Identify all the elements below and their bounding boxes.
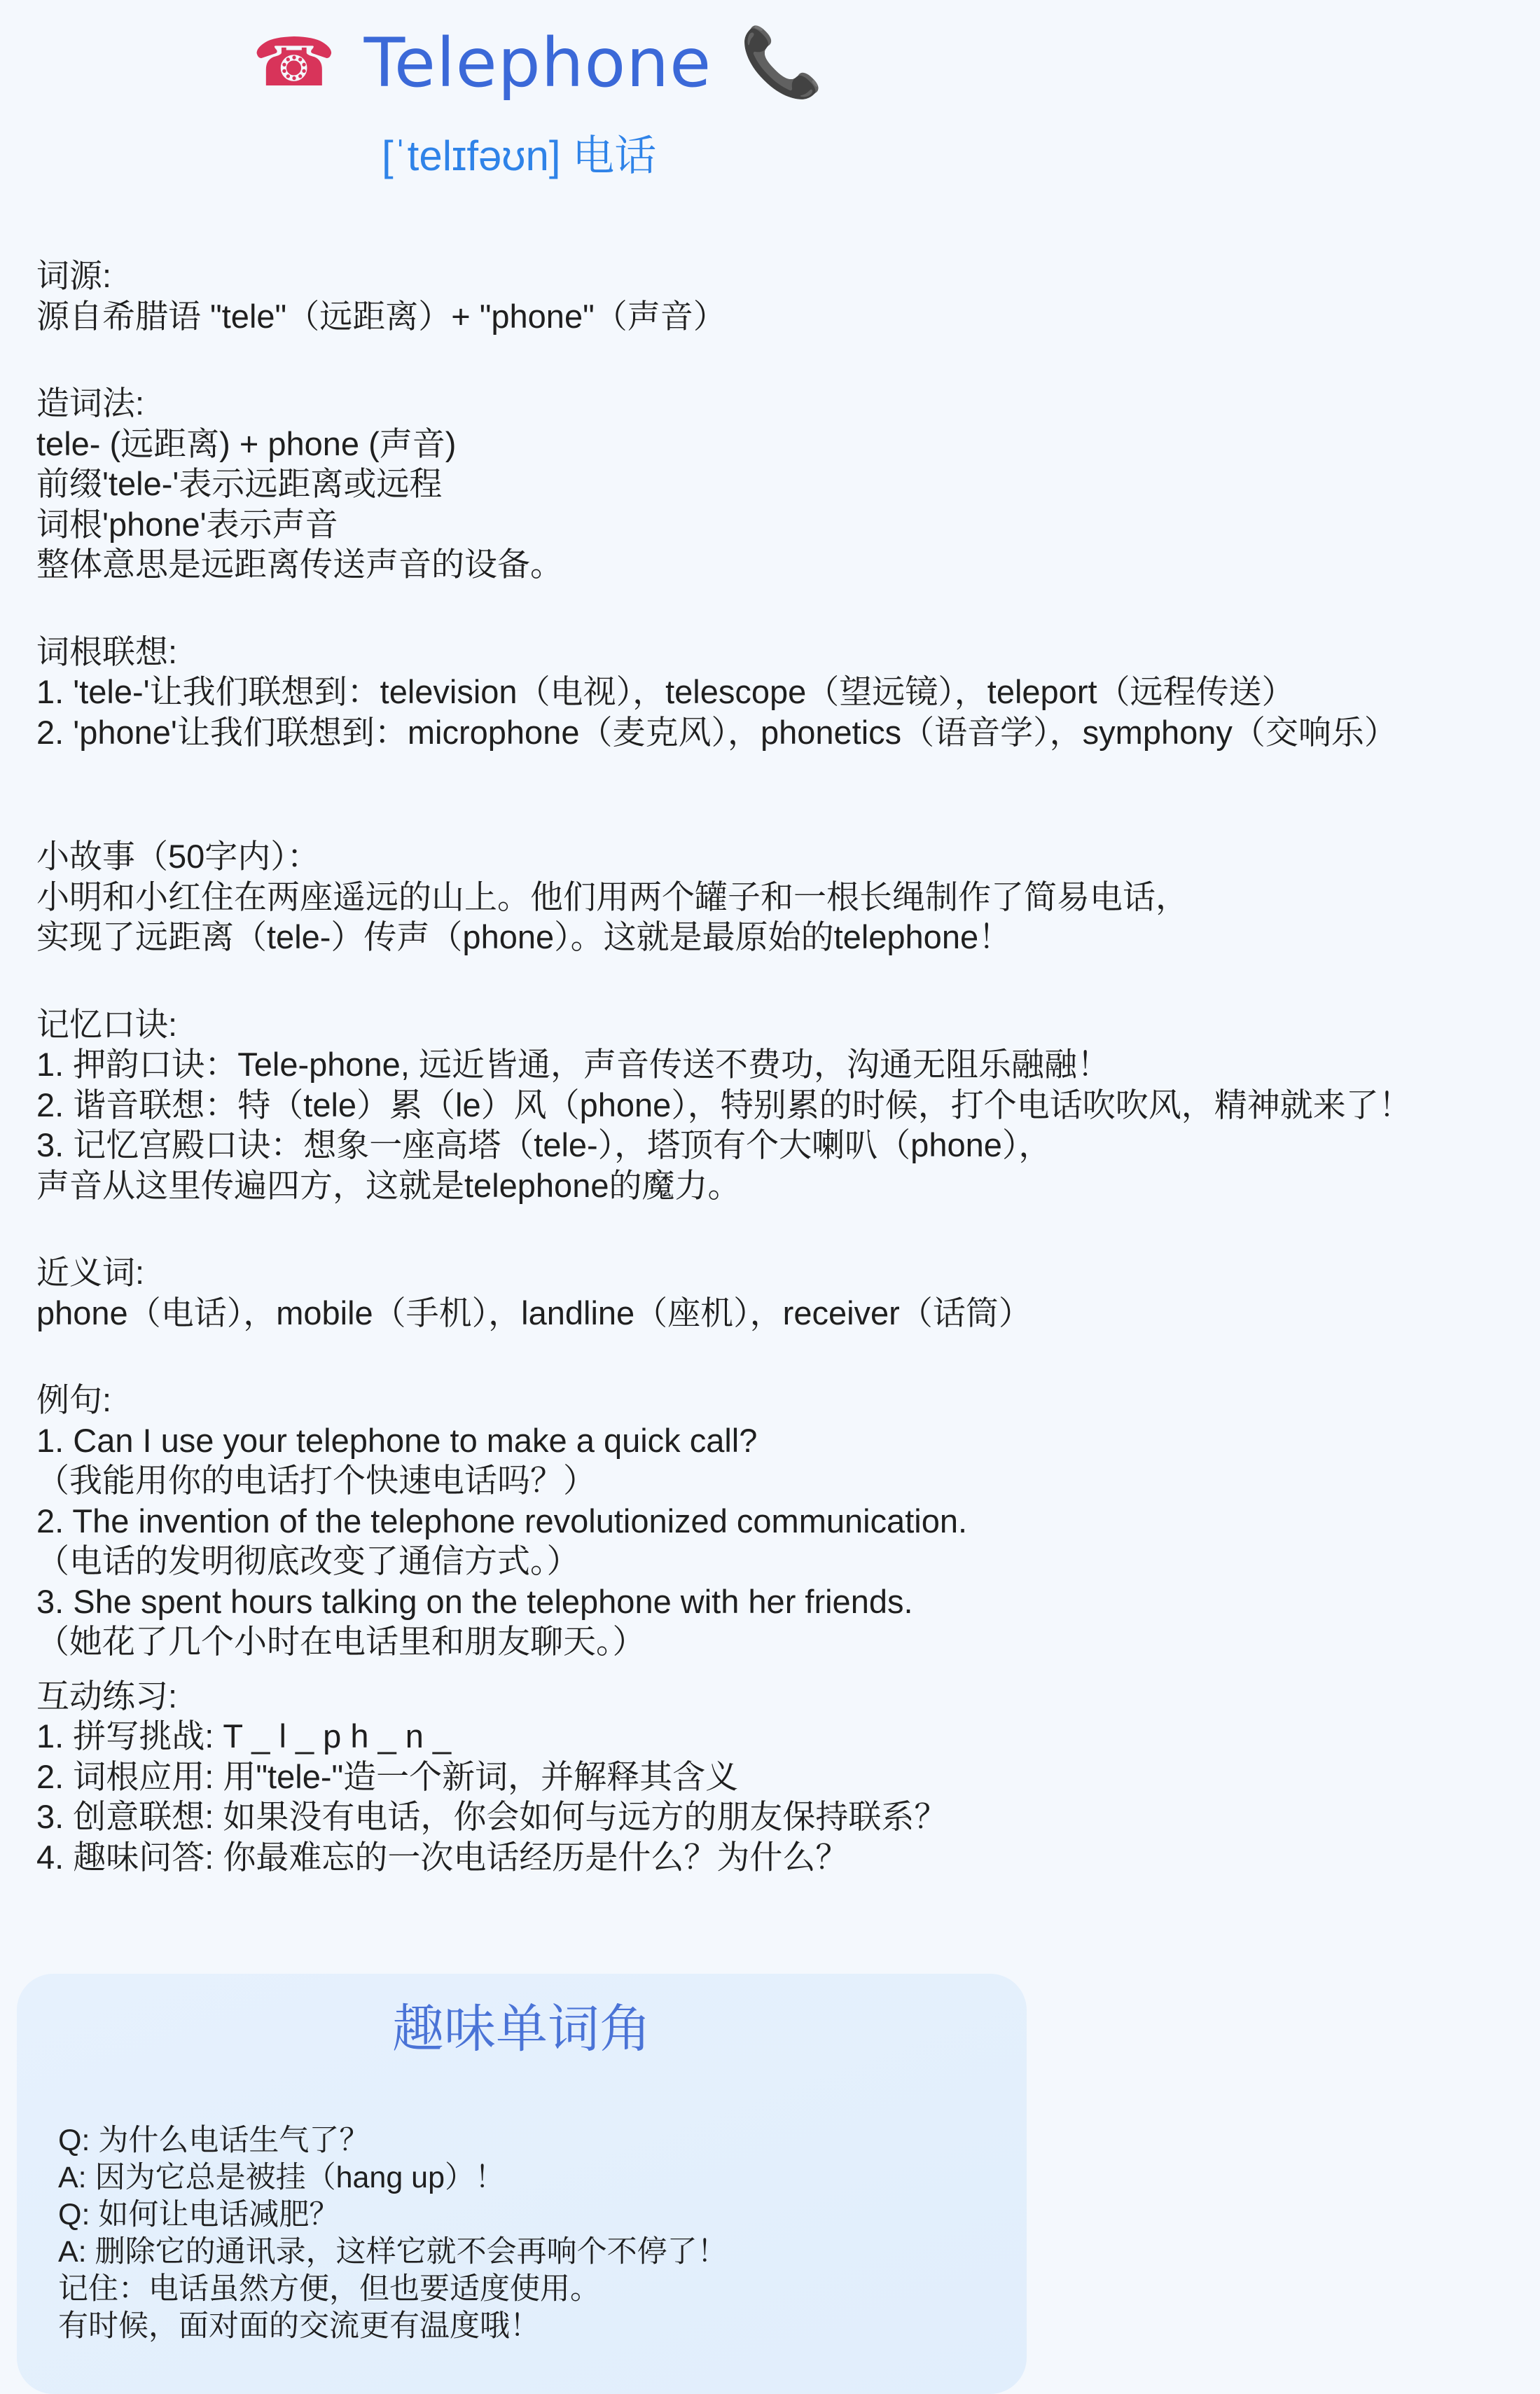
phonetic-and-meaning: [ˈtelɪfəʊn] 电话	[382, 132, 657, 179]
header	[0, 0, 1043, 189]
practice-item: 3. 创意联想: 如果没有电话，你会如何与远方的朋友保持联系？	[36, 1798, 948, 1835]
synonyms-heading: 近义词:	[36, 1254, 145, 1291]
mnemonic-line: 声音从这里传遍四方，这就是telephone的魔力。	[36, 1166, 741, 1204]
word-title: Telephone	[363, 24, 712, 102]
example-translation: （我能用你的电话打个快速电话吗？）	[36, 1462, 596, 1499]
synonyms-section	[36, 1252, 1507, 1333]
synonyms-line: phone（电话），mobile（手机），landline（座机），receiver（话筒）	[36, 1294, 1032, 1331]
etymology-line: 源自希腊语 "tele"（远距离）+ "phone"（声音）	[36, 297, 726, 335]
word-formation-line: 整体意思是远距离传送声音的设备。	[36, 546, 563, 583]
example-sentence: 3. She spent hours talking on the telephone with her friends.	[36, 1582, 913, 1620]
mnemonic-line: 3. 记忆宫殿口诀：想象一座高塔（tele-），塔顶有个大喇叭（phone），	[36, 1126, 1052, 1163]
fun-corner-line: Q: 如何让电话减肥？	[58, 2198, 340, 2232]
phone-receiver-icon: 📞	[740, 25, 824, 100]
fun-corner-line: 记住：电话虽然方便，但也要适度使用。	[58, 2272, 600, 2306]
mnemonic-line: 1. 押韵口诀：Tele-phone, 远近皆通，声音传送不费功，沟通无阻乐融融！	[36, 1046, 1110, 1083]
story-heading: 小故事（50字内）：	[36, 838, 320, 875]
story-section	[36, 836, 1507, 957]
fun-corner-line: 有时候，面对面的交流更有温度哦！	[58, 2309, 540, 2343]
story-line: 小明和小红住在两座遥远的山上。他们用两个罐子和一根长绳制作了简易电话，	[36, 878, 1188, 915]
word-formation-line: 词根'phone'表示声音	[36, 505, 338, 543]
root-association-line: 2. 'phone'让我们联想到：microphone（麦克风），phonetics（语音学），symphony（交响乐）	[36, 713, 1397, 751]
telephone-icon: ☎	[252, 25, 336, 100]
fun-corner-line: Q: 为什么电话生气了？	[58, 2124, 370, 2157]
examples-section	[36, 1380, 1507, 1662]
mnemonic-heading: 记忆口诀:	[36, 1005, 178, 1043]
story-line: 实现了远距离（tele-）传声（phone）。这就是最原始的telephone！	[36, 918, 1012, 955]
fun-corner-title: 趣味单词角	[392, 2000, 651, 2058]
example-sentence: 2. The invention of the telephone revolutionized communication.	[36, 1502, 968, 1540]
word-formation-line: 前缀'tele-'表示远距离或远程	[36, 465, 443, 502]
etymology-heading: 词源:	[36, 257, 112, 294]
root-association-heading: 词根联想:	[36, 632, 178, 670]
example-translation: （她花了几个小时在电话里和朋友聊天。）	[36, 1623, 646, 1660]
title-row	[252, 14, 824, 112]
practice-heading: 互动练习:	[36, 1677, 178, 1715]
root-association-section	[36, 632, 1507, 753]
practice-section	[36, 1676, 1507, 1878]
etymology-section	[36, 256, 1507, 336]
word-card-content	[36, 256, 1507, 1877]
word-formation-section	[36, 383, 1507, 585]
examples-heading: 例句:	[36, 1381, 112, 1418]
practice-item: 1. 拼写挑战: T _ l _ p h _ n _	[36, 1717, 452, 1755]
fun-corner-line: A: 删除它的通讯录，这样它就不会再响个不停了！	[58, 2235, 728, 2269]
practice-item: 4. 趣味问答: 你最难忘的一次电话经历是什么？为什么？	[36, 1838, 849, 1876]
word-formation-line: tele- (远距离) + phone (声音)	[36, 424, 457, 462]
practice-item: 2. 词根应用: 用"tele-"造一个新词，并解释其含义	[36, 1757, 739, 1795]
root-association-line: 1. 'tele-'让我们联想到：television（电视），telescope（望远镜），teleport（远程传送）	[36, 673, 1295, 710]
mnemonic-section	[36, 1004, 1507, 1206]
mnemonic-line: 2. 谐音联想：特（tele）累（le）风（phone），特别累的时候，打个电话吹吹风，精神就来了！	[36, 1086, 1412, 1123]
example-sentence: 1. Can I use your telephone to make a quick call?	[36, 1421, 758, 1459]
example-translation: （电话的发明彻底改变了通信方式。）	[36, 1542, 580, 1579]
fun-corner-line: A: 因为它总是被挂（hang up）！	[58, 2161, 506, 2194]
word-formation-heading: 造词法:	[36, 385, 145, 422]
fun-corner-body	[58, 2122, 728, 2345]
